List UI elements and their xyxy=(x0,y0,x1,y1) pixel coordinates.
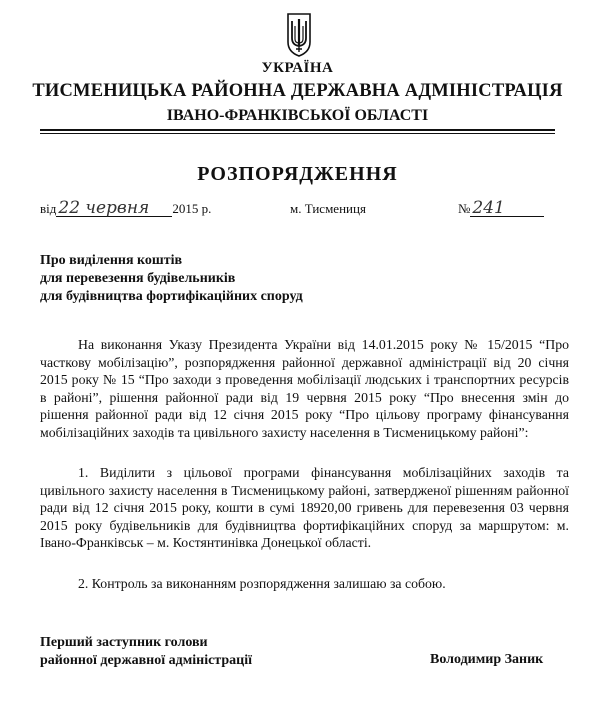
document-place: м. Тисмениця xyxy=(290,201,366,216)
subject-line: Про виділення коштів xyxy=(40,253,183,268)
signatory-position xyxy=(40,634,252,670)
number-line xyxy=(470,198,544,218)
trident-emblem-icon xyxy=(285,12,313,58)
date-prefix: від xyxy=(40,201,57,216)
date-line xyxy=(56,198,172,218)
administration-heading: ТИСМЕНИЦЬКА РАЙОННА ДЕРЖАВНА АДМІНІСТРАЦІЯ xyxy=(32,81,563,101)
header-divider-thin xyxy=(40,133,555,134)
signatory-name: Володимир Заник xyxy=(430,652,544,667)
subject-line: для будівництва фортифікаційних споруд xyxy=(40,289,303,304)
position-line: районної державної адміністрації xyxy=(40,653,252,668)
number-prefix: № xyxy=(458,201,471,216)
document-date xyxy=(40,198,212,218)
subject-line: для перевезення будівельників xyxy=(40,271,236,286)
body-paragraph-preamble: На виконання Указу Президента України від 14.01.2015 року № 15/2015 “Про часткову мобілізацію”, розпорядження районної державної адміністрації від 20 січня 2015 року № 15 “Про заходи з проведення мобілізації людських і транспортних ресурсів в районі”, рішення районної ради від 19 червня 2015 року “Про внесення змін до рішення районної ради від 12 січня 2015 року “Про цільову програму фінансування мобілізаційних заходів та цивільного захисту населення в Тисменицькому районі”: xyxy=(40,337,569,440)
handwritten-number: 241 xyxy=(472,198,505,218)
document-number xyxy=(458,198,544,218)
country-heading: УКРАЇНА xyxy=(261,60,334,76)
position-line: Перший заступник голови xyxy=(40,635,208,650)
document-type-title: РОЗПОРЯДЖЕННЯ xyxy=(197,163,398,185)
document-subject xyxy=(40,252,303,306)
body-paragraph-item-2: 2. Контроль за виконанням розпорядження залишаю за собою. xyxy=(78,576,446,591)
date-year: 2015 р. xyxy=(172,201,212,216)
region-heading: ІВАНО-ФРАНКІВСЬКОЇ ОБЛАСТІ xyxy=(166,107,429,124)
body-paragraph-item-1: 1. Виділити з цільової програми фінансування мобілізаційних заходів та цивільного захисту населення в Тисменицькому районі, затвердженої рішенням районної ради від 12 січня 2015 року, кошти в сумі 18920,00 гривень для перевезення 03 червня 2015 року будівельників для будівництва фортифікаційних споруд за маршрутом: м. Івано-Франківськ – м. Костянтинівка Донецької області. xyxy=(40,465,569,550)
header-divider-thick xyxy=(40,129,555,131)
handwritten-date: 22 червня xyxy=(58,198,150,218)
